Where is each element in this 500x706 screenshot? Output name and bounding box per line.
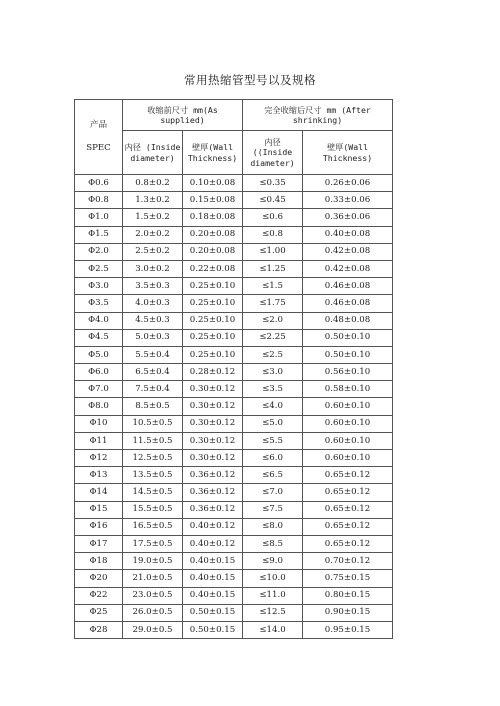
table-row (75, 484, 393, 501)
table-row (75, 398, 393, 415)
table-row (75, 192, 393, 209)
wall-after-cell: 0.65±0.12 (303, 484, 393, 501)
inner-dia-before-cell: 16.5±0.5 (123, 518, 183, 535)
wall-before-cell: 0.40±0.12 (183, 518, 243, 535)
inner-dia-before-cell: 0.8±0.2 (123, 175, 183, 192)
table-row (75, 175, 393, 192)
table-row (75, 415, 393, 432)
inner-dia-after-cell: ≤1.75 (243, 295, 303, 312)
wall-after-cell: 0.56±0.10 (303, 364, 393, 381)
inner-dia-after-cell: ≤3.5 (243, 381, 303, 398)
wall-before-cell: 0.15±0.08 (183, 192, 243, 209)
spec-cell: Φ16 (75, 518, 123, 535)
wall-before-cell: 0.30±0.12 (183, 415, 243, 432)
wall-before-cell: 0.18±0.08 (183, 209, 243, 226)
table-row (75, 553, 393, 570)
wall-after-cell: 0.65±0.12 (303, 535, 393, 552)
wall-after-cell: 0.60±0.10 (303, 398, 393, 415)
spec-cell: Φ12 (75, 450, 123, 467)
inner-dia-after-cell: ≤0.6 (243, 209, 303, 226)
inner-dia-before-cell: 15.5±0.5 (123, 501, 183, 518)
table-row (75, 587, 393, 604)
wall-before-cell: 0.36±0.12 (183, 484, 243, 501)
inner-dia-before-cell: 14.5±0.5 (123, 484, 183, 501)
spec-table-body (75, 100, 393, 639)
inner-dia-after-cell: ≤1.5 (243, 278, 303, 295)
inner-dia-before-cell: 7.5±0.4 (123, 381, 183, 398)
inner-dia-before-cell: 3.5±0.3 (123, 278, 183, 295)
inner-dia-after-cell: ≤14.0 (243, 621, 303, 638)
table-row (75, 535, 393, 552)
inner-dia-after-cell: ≤0.8 (243, 226, 303, 243)
inner-dia-before-cell: 21.0±0.5 (123, 570, 183, 587)
table-row (75, 243, 393, 260)
wall-before-cell: 0.30±0.12 (183, 398, 243, 415)
table-row (75, 621, 393, 638)
spec-cell: Φ11 (75, 432, 123, 449)
table-row (75, 209, 393, 226)
spec-cell: Φ28 (75, 621, 123, 638)
inner-dia-after-cell: ≤5.5 (243, 432, 303, 449)
spec-cell: Φ3.5 (75, 295, 123, 312)
spec-cell: Φ0.6 (75, 175, 123, 192)
spec-cell: Φ20 (75, 570, 123, 587)
spec-cell: Φ2.0 (75, 243, 123, 260)
wall-before-cell: 0.30±0.12 (183, 450, 243, 467)
spec-cell: Φ13 (75, 467, 123, 484)
wall-after-cell: 0.65±0.12 (303, 518, 393, 535)
header-inner-dia-before: 内径 (Inside diameter) (123, 131, 183, 175)
header-product (75, 100, 123, 175)
spec-cell: Φ25 (75, 604, 123, 621)
header-wall-before: 壁厚(Wall Thickness) (183, 131, 243, 175)
spec-cell: Φ1.5 (75, 226, 123, 243)
header-row-groups (75, 100, 393, 131)
inner-dia-after-cell: ≤6.0 (243, 450, 303, 467)
wall-after-cell: 0.80±0.15 (303, 587, 393, 604)
wall-before-cell: 0.40±0.15 (183, 553, 243, 570)
table-row (75, 329, 393, 346)
wall-after-cell: 0.42±0.08 (303, 243, 393, 260)
wall-after-cell: 0.65±0.12 (303, 501, 393, 518)
header-after-group: 完全收缩后尺寸 mm (After shrinking) (243, 100, 393, 131)
header-row-columns (75, 131, 393, 175)
wall-after-cell: 0.46±0.08 (303, 278, 393, 295)
spec-cell: Φ10 (75, 415, 123, 432)
wall-before-cell: 0.50±0.15 (183, 604, 243, 621)
inner-dia-before-cell: 10.5±0.5 (123, 415, 183, 432)
wall-before-cell: 0.20±0.08 (183, 226, 243, 243)
inner-dia-after-cell: ≤0.45 (243, 192, 303, 209)
inner-dia-before-cell: 2.5±0.2 (123, 243, 183, 260)
header-product-cn: 产品 (89, 120, 108, 131)
wall-after-cell: 0.70±0.12 (303, 553, 393, 570)
table-row (75, 467, 393, 484)
wall-after-cell: 0.40±0.08 (303, 226, 393, 243)
inner-dia-after-cell: ≤2.25 (243, 329, 303, 346)
page-title: 常用热缩管型号以及规格 (184, 73, 316, 87)
header-product-en: SPEC (86, 143, 111, 153)
spec-cell: Φ3.0 (75, 278, 123, 295)
wall-after-cell: 0.46±0.08 (303, 295, 393, 312)
wall-after-cell: 0.50±0.10 (303, 346, 393, 363)
wall-before-cell: 0.40±0.12 (183, 535, 243, 552)
inner-dia-before-cell: 8.5±0.5 (123, 398, 183, 415)
inner-dia-before-cell: 5.0±0.3 (123, 329, 183, 346)
inner-dia-before-cell: 6.5±0.4 (123, 364, 183, 381)
inner-dia-after-cell: ≤8.0 (243, 518, 303, 535)
spec-cell: Φ8.0 (75, 398, 123, 415)
wall-after-cell: 0.50±0.10 (303, 329, 393, 346)
wall-after-cell: 0.33±0.06 (303, 192, 393, 209)
table-row (75, 432, 393, 449)
spec-cell: Φ7.0 (75, 381, 123, 398)
inner-dia-before-cell: 23.0±0.5 (123, 587, 183, 604)
table-row (75, 278, 393, 295)
wall-after-cell: 0.58±0.10 (303, 381, 393, 398)
wall-after-cell: 0.42±0.08 (303, 260, 393, 277)
inner-dia-before-cell: 5.5±0.4 (123, 346, 183, 363)
inner-dia-before-cell: 11.5±0.5 (123, 432, 183, 449)
inner-dia-before-cell: 26.0±0.5 (123, 604, 183, 621)
wall-before-cell: 0.25±0.10 (183, 312, 243, 329)
spec-cell: Φ18 (75, 553, 123, 570)
wall-after-cell: 0.36±0.06 (303, 209, 393, 226)
wall-before-cell: 0.25±0.10 (183, 278, 243, 295)
table-row (75, 604, 393, 621)
wall-before-cell: 0.30±0.12 (183, 381, 243, 398)
wall-before-cell: 0.28±0.12 (183, 364, 243, 381)
wall-before-cell: 0.25±0.10 (183, 295, 243, 312)
spec-cell: Φ15 (75, 501, 123, 518)
wall-after-cell: 0.60±0.10 (303, 450, 393, 467)
inner-dia-before-cell: 17.5±0.5 (123, 535, 183, 552)
inner-dia-before-cell: 13.5±0.5 (123, 467, 183, 484)
table-row (75, 346, 393, 363)
spec-cell: Φ2.5 (75, 260, 123, 277)
spec-cell: Φ4.5 (75, 329, 123, 346)
wall-before-cell: 0.25±0.10 (183, 346, 243, 363)
inner-dia-before-cell: 1.3±0.2 (123, 192, 183, 209)
inner-dia-after-cell: ≤5.0 (243, 415, 303, 432)
header-before-group: 收缩前尺寸 mm(As supplied) (123, 100, 243, 131)
table-row (75, 518, 393, 535)
wall-after-cell: 0.95±0.15 (303, 621, 393, 638)
inner-dia-after-cell: ≤8.5 (243, 535, 303, 552)
wall-after-cell: 0.65±0.12 (303, 467, 393, 484)
table-row (75, 570, 393, 587)
inner-dia-after-cell: ≤2.5 (243, 346, 303, 363)
table-row (75, 260, 393, 277)
inner-dia-before-cell: 1.5±0.2 (123, 209, 183, 226)
inner-dia-after-cell: ≤12.5 (243, 604, 303, 621)
inner-dia-before-cell: 2.0±0.2 (123, 226, 183, 243)
wall-before-cell: 0.36±0.12 (183, 467, 243, 484)
table-row (75, 450, 393, 467)
inner-dia-before-cell: 4.0±0.3 (123, 295, 183, 312)
inner-dia-after-cell: ≤6.5 (243, 467, 303, 484)
inner-dia-before-cell: 12.5±0.5 (123, 450, 183, 467)
table-row (75, 226, 393, 243)
inner-dia-after-cell: ≤1.25 (243, 260, 303, 277)
spec-table (74, 99, 393, 639)
inner-dia-after-cell: ≤0.35 (243, 175, 303, 192)
table-row (75, 364, 393, 381)
wall-before-cell: 0.25±0.10 (183, 329, 243, 346)
inner-dia-after-cell: ≤4.0 (243, 398, 303, 415)
wall-before-cell: 0.36±0.12 (183, 501, 243, 518)
inner-dia-after-cell: ≤7.0 (243, 484, 303, 501)
spec-cell: Φ4.0 (75, 312, 123, 329)
wall-before-cell: 0.50±0.15 (183, 621, 243, 638)
inner-dia-after-cell: ≤7.5 (243, 501, 303, 518)
spec-cell: Φ1.0 (75, 209, 123, 226)
inner-dia-after-cell: ≤10.0 (243, 570, 303, 587)
wall-before-cell: 0.30±0.12 (183, 432, 243, 449)
header-wall-after: 壁厚(Wall Thickness) (303, 131, 393, 175)
inner-dia-before-cell: 4.5±0.3 (123, 312, 183, 329)
spec-cell: Φ22 (75, 587, 123, 604)
wall-after-cell: 0.48±0.08 (303, 312, 393, 329)
wall-after-cell: 0.90±0.15 (303, 604, 393, 621)
inner-dia-before-cell: 19.0±0.5 (123, 553, 183, 570)
wall-after-cell: 0.60±0.10 (303, 415, 393, 432)
wall-after-cell: 0.60±0.10 (303, 432, 393, 449)
wall-before-cell: 0.22±0.08 (183, 260, 243, 277)
wall-before-cell: 0.10±0.08 (183, 175, 243, 192)
wall-before-cell: 0.40±0.15 (183, 570, 243, 587)
spec-cell: Φ6.0 (75, 364, 123, 381)
inner-dia-after-cell: ≤1.00 (243, 243, 303, 260)
inner-dia-before-cell: 29.0±0.5 (123, 621, 183, 638)
table-row (75, 312, 393, 329)
inner-dia-after-cell: ≤2.0 (243, 312, 303, 329)
inner-dia-after-cell: ≤11.0 (243, 587, 303, 604)
wall-before-cell: 0.20±0.08 (183, 243, 243, 260)
table-row (75, 381, 393, 398)
wall-after-cell: 0.75±0.15 (303, 570, 393, 587)
inner-dia-before-cell: 3.0±0.2 (123, 260, 183, 277)
table-row (75, 295, 393, 312)
wall-before-cell: 0.40±0.15 (183, 587, 243, 604)
spec-cell: Φ14 (75, 484, 123, 501)
spec-cell: Φ0.8 (75, 192, 123, 209)
spec-cell: Φ17 (75, 535, 123, 552)
inner-dia-after-cell: ≤3.0 (243, 364, 303, 381)
header-inner-dia-after: 内径 ((Inside diameter) (243, 131, 303, 175)
spec-cell: Φ5.0 (75, 346, 123, 363)
inner-dia-after-cell: ≤9.0 (243, 553, 303, 570)
table-row (75, 501, 393, 518)
wall-after-cell: 0.26±0.06 (303, 175, 393, 192)
